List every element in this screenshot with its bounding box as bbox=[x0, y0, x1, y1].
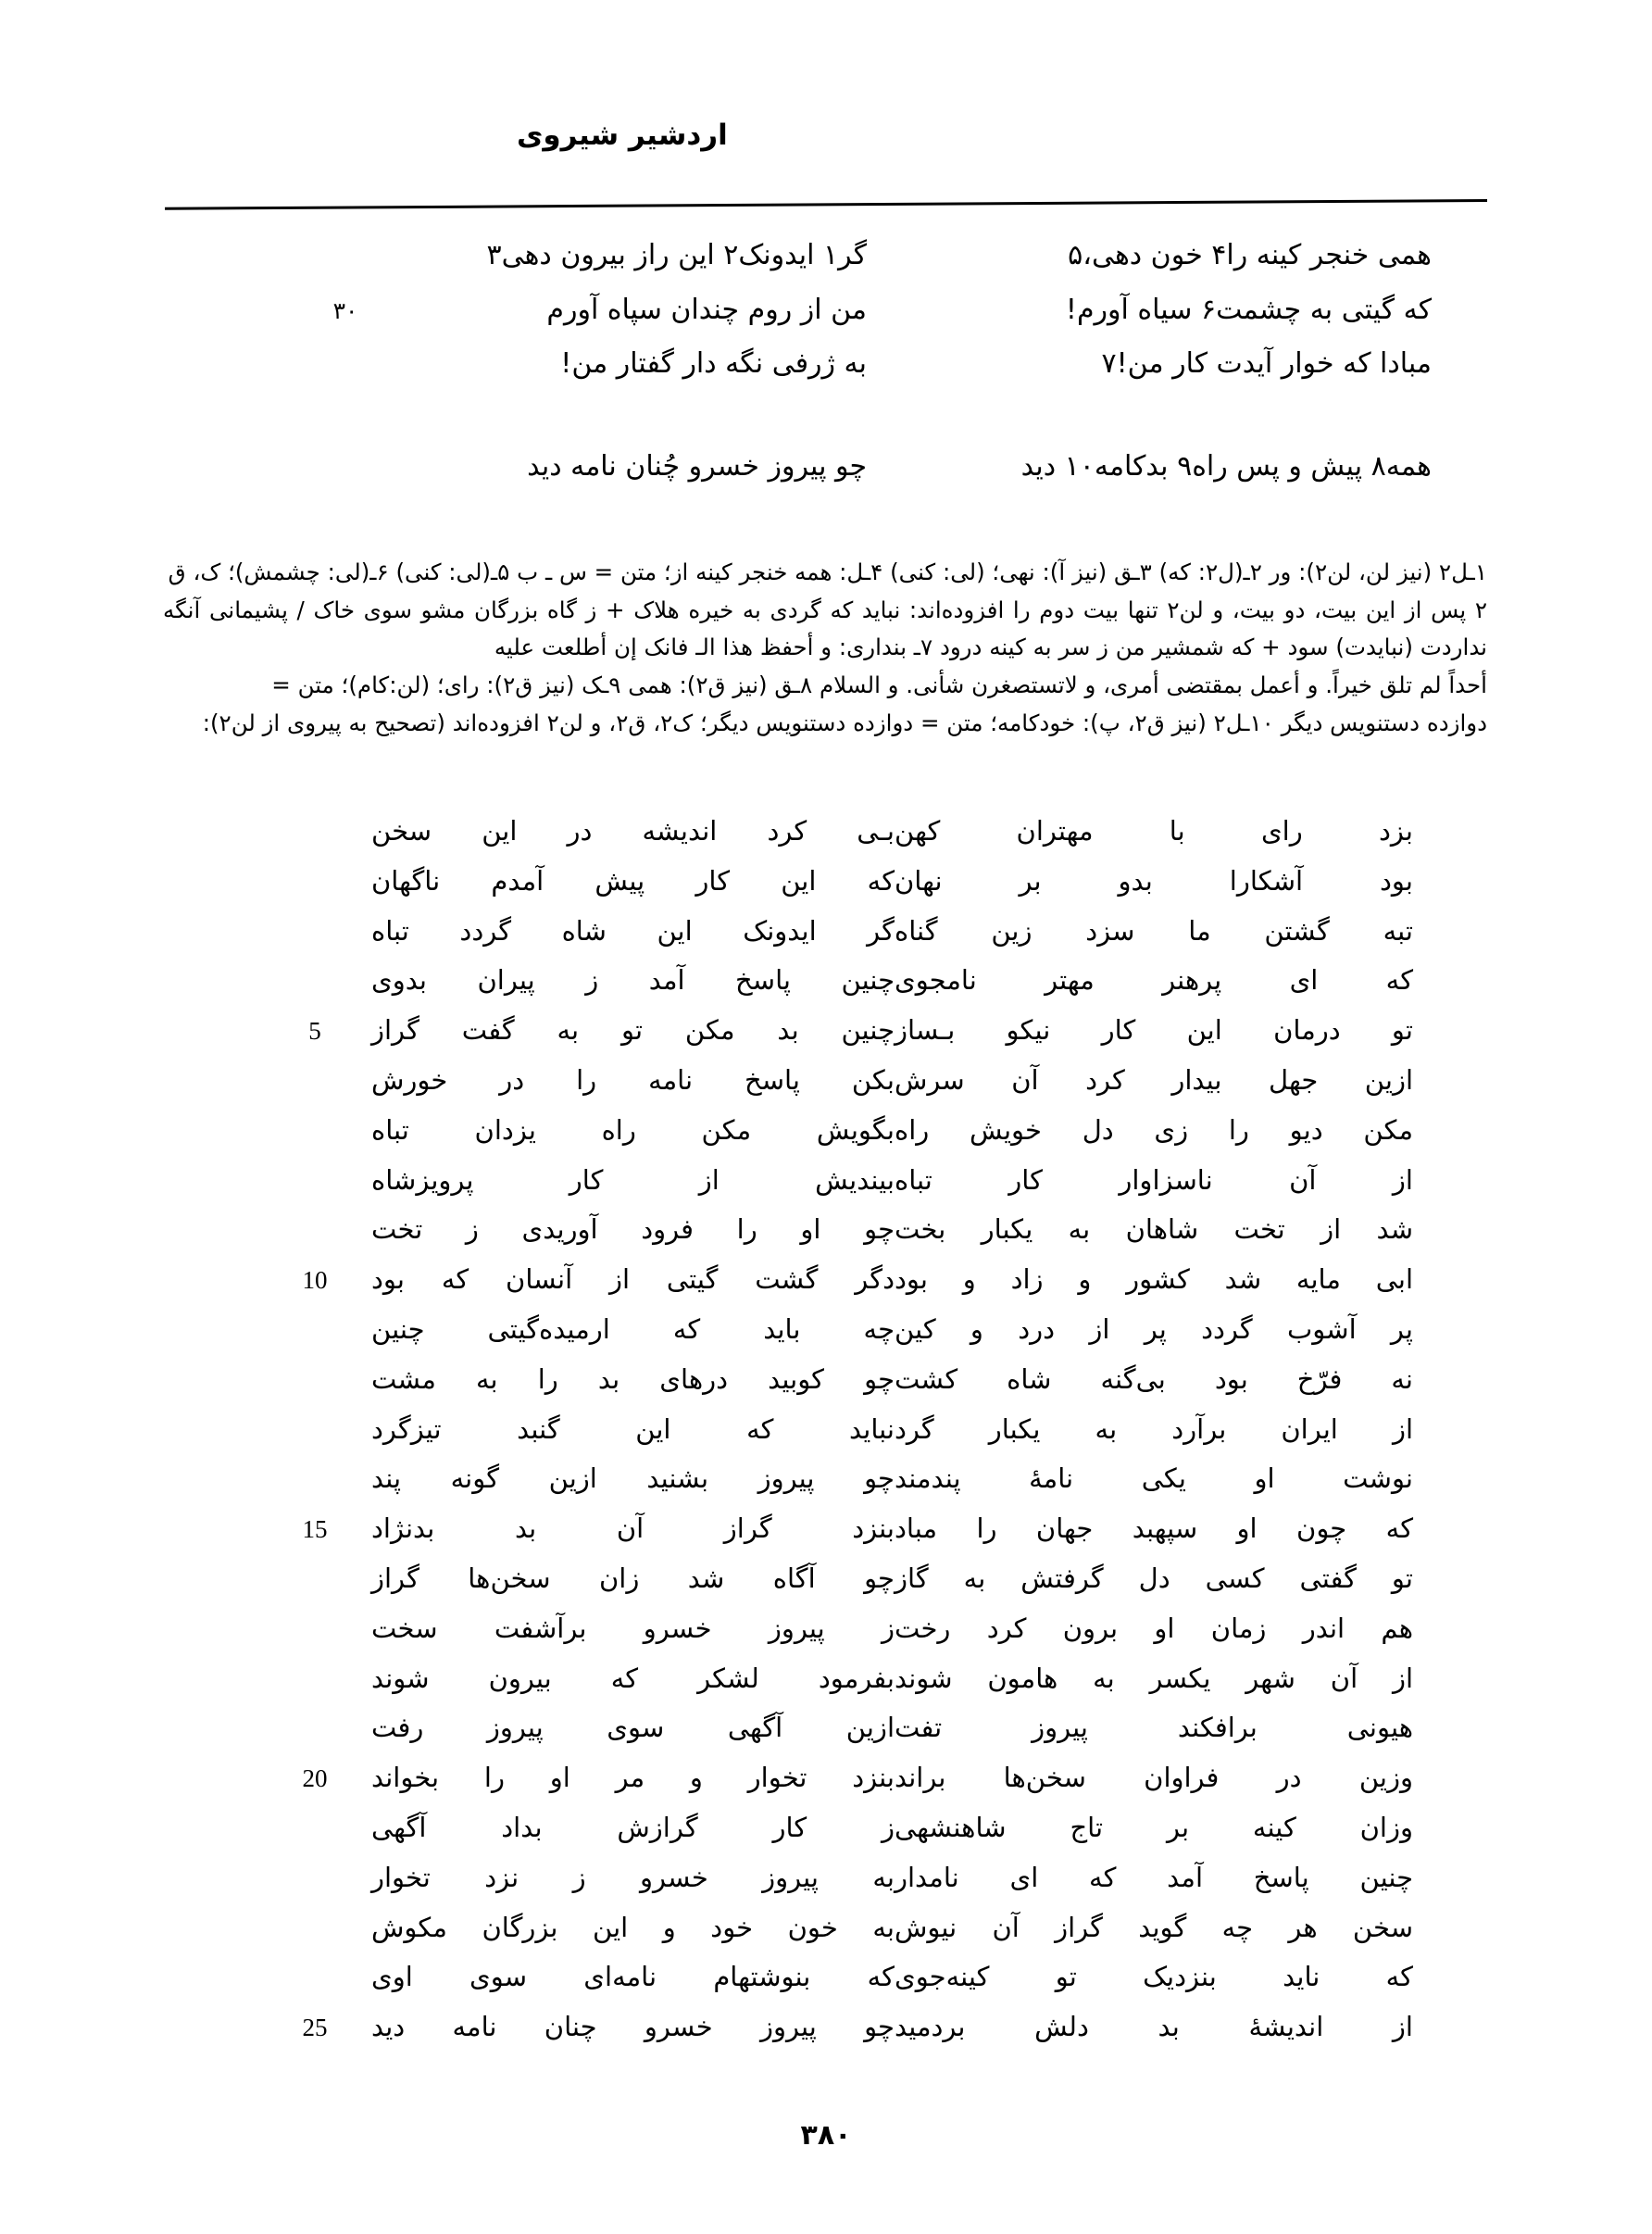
hemistich-left: هم اندر زمان او برون کرد رخت bbox=[895, 1612, 1413, 1644]
hemistich-right: بیندیش از کار پرویزشاه bbox=[371, 1163, 895, 1196]
hemistich-right: چو پیروز بشنید ازین گونه پند bbox=[371, 1462, 895, 1495]
hemistich-left: ازین جهل بیدار کرد آن سرش bbox=[895, 1063, 1413, 1096]
hemistich-left: همی خنجر کینه را۴ خون دهی،۵ bbox=[1068, 239, 1432, 271]
hemistich-left: بود آشکارا بدو بر نهان bbox=[895, 864, 1413, 897]
verse-row bbox=[165, 288, 1487, 333]
hemistich-left: که ای پرهنر مهتر نامجوی bbox=[895, 964, 1413, 997]
hemistich-left: از آن ناسزاوار کار تباه bbox=[895, 1163, 1413, 1196]
verse-spacer bbox=[165, 396, 1487, 445]
verse-row bbox=[165, 445, 1487, 490]
hemistich-left: از ایران برآرد به یکبار گرد bbox=[895, 1412, 1413, 1445]
hemistich-left: وزین در فراوان سخن‌ها براند bbox=[895, 1762, 1413, 1794]
hemistich-left: تو درمان این کار نیکو بـساز bbox=[895, 1014, 1413, 1047]
verse-number: 25 bbox=[302, 2014, 328, 2042]
hemistich-left: ابی مایه شد کشور و زاد و بود bbox=[895, 1263, 1413, 1296]
verse-number: 15 bbox=[302, 1515, 328, 1544]
verse-row bbox=[163, 1862, 1487, 1912]
verse-row bbox=[163, 1014, 1487, 1064]
verse-number bbox=[306, 260, 385, 264]
verse-row bbox=[165, 342, 1487, 387]
hemistich-left: نه فرّخ بود بی‌گنه شاه کشت bbox=[895, 1362, 1413, 1395]
hemistich-right: بنزد تخوار و مر او را بخواند bbox=[371, 1762, 895, 1794]
verse-row bbox=[163, 1663, 1487, 1713]
verse-row bbox=[163, 1912, 1487, 1962]
hemistich-right: بگویش مکن راه یزدان تباه bbox=[371, 1113, 895, 1146]
hemistich-left: وزان کینه بر تاج شاهنشهی bbox=[895, 1811, 1413, 1843]
verse-row bbox=[163, 1064, 1487, 1114]
critical-apparatus bbox=[163, 554, 1487, 742]
hemistich-right: بفرمود لشکر که بیرون شوند bbox=[371, 1662, 895, 1694]
hemistich-left: که گیتی به چشمت۶ سیاه آورم! bbox=[1065, 293, 1432, 326]
hemistich-right: به خون خود و این بزرگان مکوش bbox=[371, 1911, 895, 1943]
hemistich-right: گر۱ ایدونک۲ این راز بیرون دهی۳ bbox=[486, 239, 867, 271]
apparatus-line: أحداً لم تلق خیراً. و أعمل بمقتضی أمری، و لاتستصغرن شأنی. و السلام ۸ـق (نیز ق۲): همی ۹ـک (نیز ق۲): رای؛ (لن:کام)؛ متن = bbox=[271, 671, 1487, 698]
hemistich-right: بـی کرد اندیشه در این سخن bbox=[371, 815, 895, 847]
verse-row bbox=[163, 1613, 1487, 1663]
hemistich-right: چو پیروز خسرو چُنان نامه دید bbox=[527, 449, 867, 483]
hemistich-right: بکن پاسخ نامه را در خورش bbox=[371, 1063, 895, 1096]
hemistich-right: که بنوشتهام نامه‌ای سوی اوی bbox=[371, 1961, 895, 1993]
running-head-text: اردشیر شیروی bbox=[517, 119, 728, 152]
verse-row bbox=[163, 865, 1487, 915]
hemistich-right: چه باید که ارمیده‌گیتی چنین bbox=[371, 1312, 895, 1345]
top-verse-block bbox=[165, 233, 1487, 498]
verse-row bbox=[163, 1114, 1487, 1164]
hemistich-right: چو آگاه شد زان سخن‌ها گراز bbox=[371, 1562, 895, 1594]
verse-row bbox=[163, 1363, 1487, 1413]
hemistich-right: که این کار پیش آمدم ناگهان bbox=[371, 864, 895, 897]
verse-number bbox=[306, 471, 385, 475]
hemistich-left: بزد رای با مهتران کهن bbox=[895, 815, 1413, 847]
hemistich-left: چنین پاسخ آمد که ای نامدار bbox=[895, 1861, 1413, 1893]
hemistich-left: که ناید بنزدیک تو کینه‌جوی bbox=[895, 1961, 1413, 1993]
verse-row bbox=[163, 1263, 1487, 1313]
hemistich-left: از اندیشهٔ بد دلش بردمید bbox=[895, 2011, 1413, 2043]
verse-row bbox=[163, 1762, 1487, 1812]
verse-row bbox=[163, 915, 1487, 965]
hemistich-right: چو کوبید درهای بد را به مشت bbox=[371, 1362, 895, 1395]
verse-row bbox=[163, 2011, 1487, 2061]
hemistich-right: دگر گشت گیتی از آنسان که بود bbox=[371, 1263, 895, 1296]
hemistich-left: از آن شهر یکسر به هامون شوند bbox=[895, 1662, 1413, 1694]
verse-row bbox=[165, 233, 1487, 279]
running-head bbox=[165, 119, 1487, 152]
hemistich-right: به ژرفی نگه دار گفتار من! bbox=[560, 347, 867, 381]
verse-number: 5 bbox=[308, 1017, 321, 1046]
folio-number: ۳۸۰ bbox=[800, 2119, 852, 2152]
hemistich-left: نوشت او یکی نامهٔ پندمند bbox=[895, 1462, 1413, 1495]
header-rule bbox=[165, 199, 1487, 210]
verse-number: 10 bbox=[302, 1266, 328, 1295]
verse-row bbox=[163, 1164, 1487, 1214]
verse-row bbox=[163, 815, 1487, 865]
hemistich-right: ز کار گرازش بداد آگهی bbox=[371, 1811, 895, 1843]
hemistich-left: شد از تخت شاهان به یکبار بخت bbox=[895, 1213, 1413, 1246]
hemistich-right: ز پیروز خسرو برآشفت سخت bbox=[371, 1612, 895, 1644]
hemistich-left: تبه گشتن ما سزد زین گناه bbox=[895, 914, 1413, 947]
hemistich-left: سخن هر چه گوید گراز آن نیوش bbox=[895, 1911, 1413, 1943]
apparatus-line: ۲ پس از این بیت، دو بیت، و لن۲ تنها بیت دوم را افزوده‌اند: نباید که گردی به خیره هلاک + ز گاه بزرگان مشو سوی خاک / پشیمانی آنگه نداردت (نبایدت) سود + که شمشیر من ز سر به کینه درود ۷ـ بنداری: و أحفظ هذا الـ فانک إن أطلعت علیه bbox=[163, 596, 1488, 661]
verse-row bbox=[163, 1812, 1487, 1862]
verse-row bbox=[163, 1413, 1487, 1463]
verse-row bbox=[163, 1313, 1487, 1363]
hemistich-right: نباید که این گنبد تیزگرد bbox=[371, 1412, 895, 1445]
hemistich-left: تو گفتی کسی دل گرفتش به گاز bbox=[895, 1562, 1413, 1594]
hemistich-right: چنین بد مکن تو به گفت گراز bbox=[371, 1014, 895, 1047]
verse-row bbox=[163, 1961, 1487, 2011]
hemistich-right: ازین آگهی سوی پیروز رفت bbox=[371, 1712, 895, 1744]
verse-row bbox=[163, 1512, 1487, 1563]
hemistich-right: به پیروز خسرو ز نزد تخوار bbox=[371, 1861, 895, 1893]
apparatus-line: ۱ـل۲ (نیز لن، لن۲): ور ۲ـ(ل۲: که) ۳ـق (نیز آ): نهی؛ (لی: کنی) ۴ـل: همه خنجر کینه از؛ متن = س ـ ب ۵ـ(لی: کنی) ۶ـ(لی: چشمش)؛ ک، ق bbox=[168, 558, 1487, 585]
hemistich-left: پر آشوب گردد پر از درد و کین bbox=[895, 1312, 1413, 1345]
hemistich-right: من از روم چندان سپاه آورم bbox=[546, 293, 867, 326]
hemistich-right: بنزد گراز آن بد بدنژاد bbox=[371, 1512, 895, 1545]
verse-row bbox=[163, 964, 1487, 1014]
hemistich-left: هیونی برافکند پیروز تفت bbox=[895, 1712, 1413, 1744]
hemistich-right: گر ایدونک این شاه گردد تباه bbox=[371, 914, 895, 947]
main-verse-block bbox=[163, 815, 1487, 2061]
hemistich-right: چنین پاسخ آمد ز پیران بدوی bbox=[371, 964, 895, 997]
verse-row bbox=[163, 1712, 1487, 1762]
hemistich-left: مبادا که خوار آیدت کار من!۷ bbox=[1101, 347, 1432, 381]
verse-number: ۳۰ bbox=[332, 296, 358, 324]
verse-row bbox=[163, 1563, 1487, 1613]
hemistich-right: چو پیروز خسرو چنان نامه دید bbox=[371, 2011, 895, 2043]
verse-number: 20 bbox=[302, 1764, 328, 1793]
verse-row bbox=[163, 1213, 1487, 1263]
apparatus-line: دوازده دستنویس دیگر ۱۰ـل۲ (نیز ق۲، پ): خودکامه؛ متن = دوازده دستنویس دیگر؛ ک۲، ق۲، و لن۲ افزوده‌اند (تصحیح به پیروی از لن۲): bbox=[202, 709, 1487, 736]
verse-row bbox=[163, 1462, 1487, 1512]
hemistich-left: همه۸ پیش و پس راه۹ بدکامه۱۰ دید bbox=[1020, 449, 1432, 483]
hemistich-left: که چون او سپهبد جهان را مباد bbox=[895, 1512, 1413, 1545]
hemistich-right: چو او را فرود آوریدی ز تخت bbox=[371, 1213, 895, 1246]
hemistich-left: مکن دیو را زی دل خویش راه bbox=[895, 1113, 1413, 1146]
verse-number bbox=[306, 369, 385, 372]
